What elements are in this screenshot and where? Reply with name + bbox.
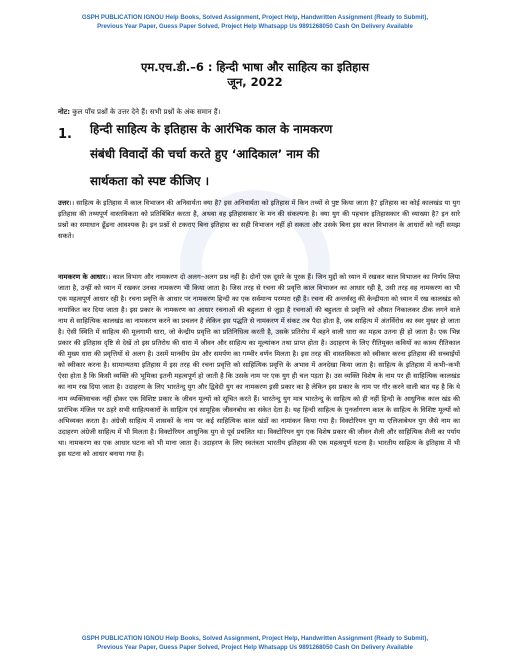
course-title: एम.एच.डी.–6 : हिन्दी भाषा और साहित्य का इतिहास	[140, 60, 370, 74]
section-heading: नामकरण के आधार	[58, 273, 106, 281]
question-line-3: सार्थकता को स्पष्ट कीजिए ।	[90, 174, 210, 188]
paper-title	[0, 60, 510, 90]
page-footer	[8, 634, 502, 652]
question-line-2: संबंधी विवादों की चर्चा करते हुए ‘आदिकाल’ नाम की	[90, 147, 320, 161]
note-label: नोट:	[58, 108, 71, 116]
answer-paragraph-2	[58, 272, 460, 460]
footer-line-1: GSPH PUBLICATION IGNOU Help Books, Solved Assignment, Project Help, Handwritten Assignment (Ready to Submit),	[81, 635, 429, 642]
instruction-note	[58, 107, 458, 117]
exam-session: जून, 2022	[227, 75, 283, 89]
answer-text-1: ।। साहित्य के इतिहास में काल विभाजन की अनिवार्यता क्या है? इस अनिवार्यता को इतिहास में किन तथ्यों से पुष्ट किया जाता है? इतिहास का कोई कालखंड या युग इतिहास की तथ्यपूर्ण वास्तविकता को प्रतिबिंबित करता है, अथवा वह इतिहासकार के मन की संकल्पना है। क्या युग की पहचान इतिहासकार की व्याख्या है? इन सारे प्रश्नों का समाधान ढूँढना आवश्यक है। इन प्रश्नों से टकराए बिना इतिहास का सही विभाजन नहीं हो सकता और उसके बिना इस काल विभाजन के आधारों को नहीं समझ सकते।	[58, 199, 460, 241]
header-line-1: GSPH PUBLICATION IGNOU Help Books, Solved Assignment, Project Help, Handwritten Assignment (Ready to Submit),	[81, 14, 429, 21]
footer-line-2: Previous Year Paper, Guess Paper Solved, Project Help Whatsapp Us 9891268050 Cash On Delivery Available	[97, 644, 413, 651]
question-number: 1.	[58, 127, 72, 142]
answer-lead: उत्तर	[58, 199, 70, 207]
answer-text-2: ।। काल विभाग और नामकरण दो अलग–अलग प्रश्न नहीं है। दोनों एक दूसरे के पूरक हैं। जिन मुद्दों को ध्यान में रखकर काल विभाजन का निर्णय लिया जाता है, उन्हीं को ध्यान में रखकर उनका नामकरण भी किया जाता है। जिस तरह से रचना की प्रवृत्ति काल विभाजन का आधार रही है, उसी तरह वह नामकरण का भी एक महत्वपूर्ण आधार रही है। रचना प्रवृत्ति के आधार पर नामकरण हिन्दी का एक सर्वमान्य परम्परा रही है। रचना की अन्तर्वस्तु की केन्द्रीयता को ध्यान में रख कालखंड को नामांकित कर दिया जाता है। इस प्रकार के नामकरण का आधार रचनाओं की बहुलता से जुड़ा है रचनाओं की बहुलता से प्रवृत्ति को औसत निकालकर ठीक लगने वाले नाम से साहित्यिक कालखंड का नामकरण करने का प्रचलन है लेकिन इस पद्धति से नामकरण में संकट तब पैदा होता है, जब साहित्य में अंतर्विरोध का स्वर मुखर हो जाता है। ऐसी स्थिति में साहित्य की मूलगामी धारा, जो केन्द्रीय प्रवृत्ति का प्रतिनिधित्व करती है, उसके प्रतिरोध में बहने वाली धारा का महत्व उतना ही हो जाता है। एक भिन्न प्रकार की इतिहास दृष्टि से देखें तो इस प्रतिरोध की धारा में जीवन और साहित्य का मूल्यांकन तथा प्राप्त होता है। उदाहरण के लिए रीतिमुक्त कवियों का काव्य रीतिकाल की मुख्य धारा की प्रवृत्तियों से अलग है। उसमें मानवीय प्रेम और समर्पण का गम्भीर वर्णन मिलता है। इस तरह की वास्तविकता को स्वीकार करना इतिहास की सच्चाईयों को स्वीकार करना है। सामान्यतया इतिहास में इस तरह की रचना प्रवृत्ति को साहित्यिक प्रवृत्ति के अभाव में अनदेखा किया जाता है। साहित्य के इतिहास में कभी–कभी ऐसा होता है कि किसी व्यक्ति की भूमिका इतनी महत्वपूर्ण हो जाती है कि उसके नाम पर एक युग ही चल पड़ता है। उस व्यक्ति विशेष के नाम पर ही साहित्यिक कालखंड का नाम रख दिया जाता है। उदाहरण के लिए भारतेन्दु युग और द्विवेदी युग का नामकरण इसी प्रकार का है लेकिन इस प्रकार के नाम पर गौर करने वाली बात यह है कि ये नाम व्यक्तिवाचक नहीं होकर एक विशिष्ट प्रकार के जीवन मूल्यों को सूचित करते हैं। भारतेन्दु युग मात्र भारतेन्दु के साहित्य को ही नहीं हिन्दी के आधुनिक काल खंड की प्रारंभिक मंजिल पर ठहरे सभी साहित्यकारों के साहित्य एवं सामूहिक जीवनबोध का संकेत देता है। यह हिन्दी साहित्य के पुनर्जागरण काल के साहित्य के विशिष्ट मूल्यों को अभिव्यक्त करता है। अंग्रेजी साहित्य में शासकों के नाम पर कई साहित्यिक काल खंडों का नामांकन किया गया है। विक्टोरियन युग या एलिजाबेथन युग जैसे नाम का उदाहरण अंग्रेजी साहित्य में भी मिलता है। विक्टोरियन आधुनिक युग से पूर्व प्रचलित था। विक्टोरियन युग एक विशेष प्रकार की जीवन शैली और साहित्यिक शैली का पर्याय था। नामकरण का एक आधार घटना को भी माना जाता है। उदाहरण के लिए स्वतंत्रता भारतीय इतिहास की एक महत्वपूर्ण घटना है। भारतीय साहित्य के इतिहास में भी इस घटना को आधार बनाया गया है।	[58, 273, 460, 458]
header-line-2: Previous Year Paper, Guess Paper Solved, Project Help Whatsapp Us 9891268050 Cash On Delivery Available	[97, 23, 413, 30]
answer-paragraph-1	[58, 198, 460, 242]
question-line-1: हिन्दी साहित्य के इतिहास के आरंभिक काल के नामकरण	[90, 122, 333, 136]
note-text: कुल पाँच प्रश्नों के उत्तर देने हैं। सभी प्रश्नों के अंक समान हैं।	[70, 108, 221, 116]
page-header	[8, 13, 502, 31]
